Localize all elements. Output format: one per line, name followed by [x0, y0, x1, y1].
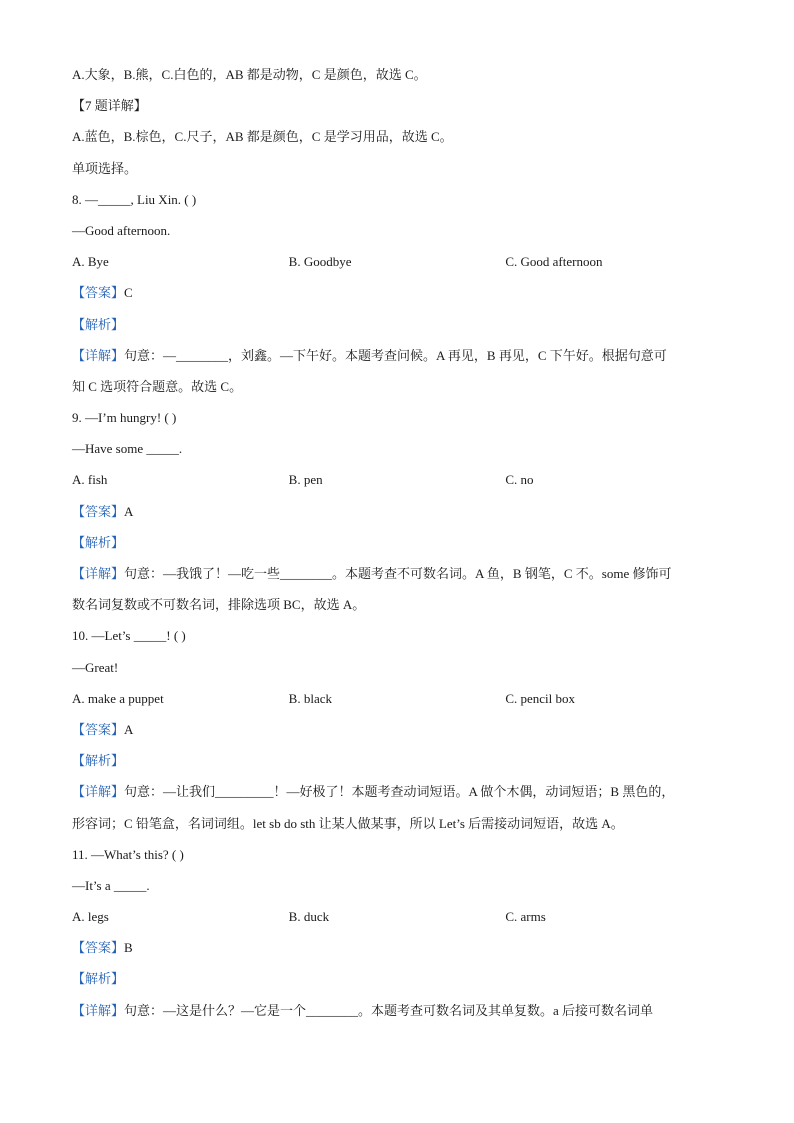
answer-line — [72, 968, 722, 999]
text-line — [72, 875, 722, 906]
options-row — [72, 469, 722, 500]
text-line — [72, 126, 722, 157]
option: A. legs — [72, 909, 109, 925]
option: B. black — [288, 690, 332, 706]
text-line — [72, 657, 722, 688]
line-text: 11. —What’s this? ( ) — [72, 846, 184, 862]
line-text: A.大象，B.熊，C.白色的，AB 都是动物，C 是颜色，故选 C。 — [72, 67, 427, 82]
answer-text: A — [124, 721, 134, 737]
document-page — [72, 64, 722, 1031]
text-line — [72, 594, 722, 625]
options-row — [72, 251, 722, 282]
answer-text: 句意：—让我们_________！—好极了！本题考查动词短语。A 做个木偶，动词短语；B 黑色的， — [124, 784, 675, 800]
text-line — [72, 220, 722, 251]
section-label: 【解析】 — [72, 753, 125, 769]
option: B. pen — [288, 472, 323, 488]
line-text: A.蓝色，B.棕色，C.尺子，AB 都是颜色，C 是学习用品，故选 C。 — [72, 129, 453, 145]
answer-text: 句意：—________，刘鑫。—下午好。本题考查问候。A 再见，B 再见，C 下午好。根据句意可 — [124, 347, 667, 363]
answer-text: B — [124, 940, 133, 956]
line-text: —Great! — [72, 659, 119, 675]
answer-text: C — [124, 285, 133, 301]
option: B. duck — [288, 909, 330, 925]
section-label: 【答案】 — [72, 940, 125, 956]
option: A. make a puppet — [72, 690, 164, 706]
answer-text: A — [124, 503, 134, 519]
line-text: 知 C 选项符合题意。故选 C。 — [72, 378, 243, 394]
section-label: 【解析】 — [72, 971, 125, 987]
options-row — [72, 688, 722, 719]
line-text: 数名词复数或不可数名词，排除选项 BC，故选 A。 — [72, 597, 366, 613]
answer-text: 句意：—我饿了！—吃一些________。本题考查不可数名词。A 鱼，B 钢笔，C 不。some 修饰可 — [124, 566, 672, 581]
answer-line — [72, 781, 722, 812]
answer-line — [72, 314, 722, 345]
section-label: 【答案】 — [72, 721, 125, 737]
line-text: 【7 题详解】 — [72, 98, 147, 114]
answer-line — [72, 563, 722, 594]
section-label: 【详解】 — [72, 347, 125, 363]
answer-line — [72, 282, 722, 313]
options-row — [72, 906, 722, 937]
section-label: 【答案】 — [72, 503, 125, 519]
section-label: 【解析】 — [72, 534, 125, 550]
line-text: —Good afternoon. — [72, 222, 171, 238]
option: A. fish — [72, 472, 108, 488]
answer-line — [72, 937, 722, 968]
option: B. Goodbye — [288, 254, 352, 270]
answer-line — [72, 532, 722, 563]
option: C. Good afternoon — [505, 254, 603, 270]
text-line — [72, 625, 722, 656]
text-line — [72, 158, 722, 189]
answer-text: 句意：—这是什么？—它是一个________。本题考查可数名词及其单复数。a 后接可数名词单 — [124, 1002, 654, 1018]
answer-line — [72, 719, 722, 750]
section-label: 【详解】 — [72, 1002, 125, 1018]
text-line — [72, 813, 722, 844]
line-text: 8. —_____, Liu Xin. ( ) — [72, 191, 197, 207]
section-label: 【详解】 — [72, 784, 125, 800]
text-line — [72, 64, 722, 95]
text-line — [72, 407, 722, 438]
line-text: —Have some _____. — [72, 441, 183, 457]
text-line — [72, 844, 722, 875]
text-line — [72, 189, 722, 220]
text-line — [72, 376, 722, 407]
option: C. pencil box — [505, 690, 576, 706]
answer-line — [72, 1000, 722, 1031]
answer-line — [72, 501, 722, 532]
line-text: —It’s a _____. — [72, 877, 150, 893]
section-label: 【详解】 — [72, 566, 125, 581]
answer-line — [72, 750, 722, 781]
line-text: 9. —I’m hungry! ( ) — [72, 410, 177, 426]
text-line — [72, 95, 722, 126]
line-text: 单项选择。 — [72, 160, 138, 176]
option: A. Bye — [72, 254, 109, 270]
line-text: 形容词；C 铅笔盒，名词词组。let sb do sth 让某人做某事，所以 Let’s 后需接动词短语，故选 A。 — [72, 815, 624, 831]
option: C. arms — [505, 909, 546, 925]
answer-line — [72, 345, 722, 376]
line-text: 10. —Let’s _____! ( ) — [72, 628, 186, 644]
section-label: 【解析】 — [72, 316, 125, 332]
text-line — [72, 438, 722, 469]
section-label: 【答案】 — [72, 285, 125, 301]
option: C. no — [505, 472, 534, 488]
